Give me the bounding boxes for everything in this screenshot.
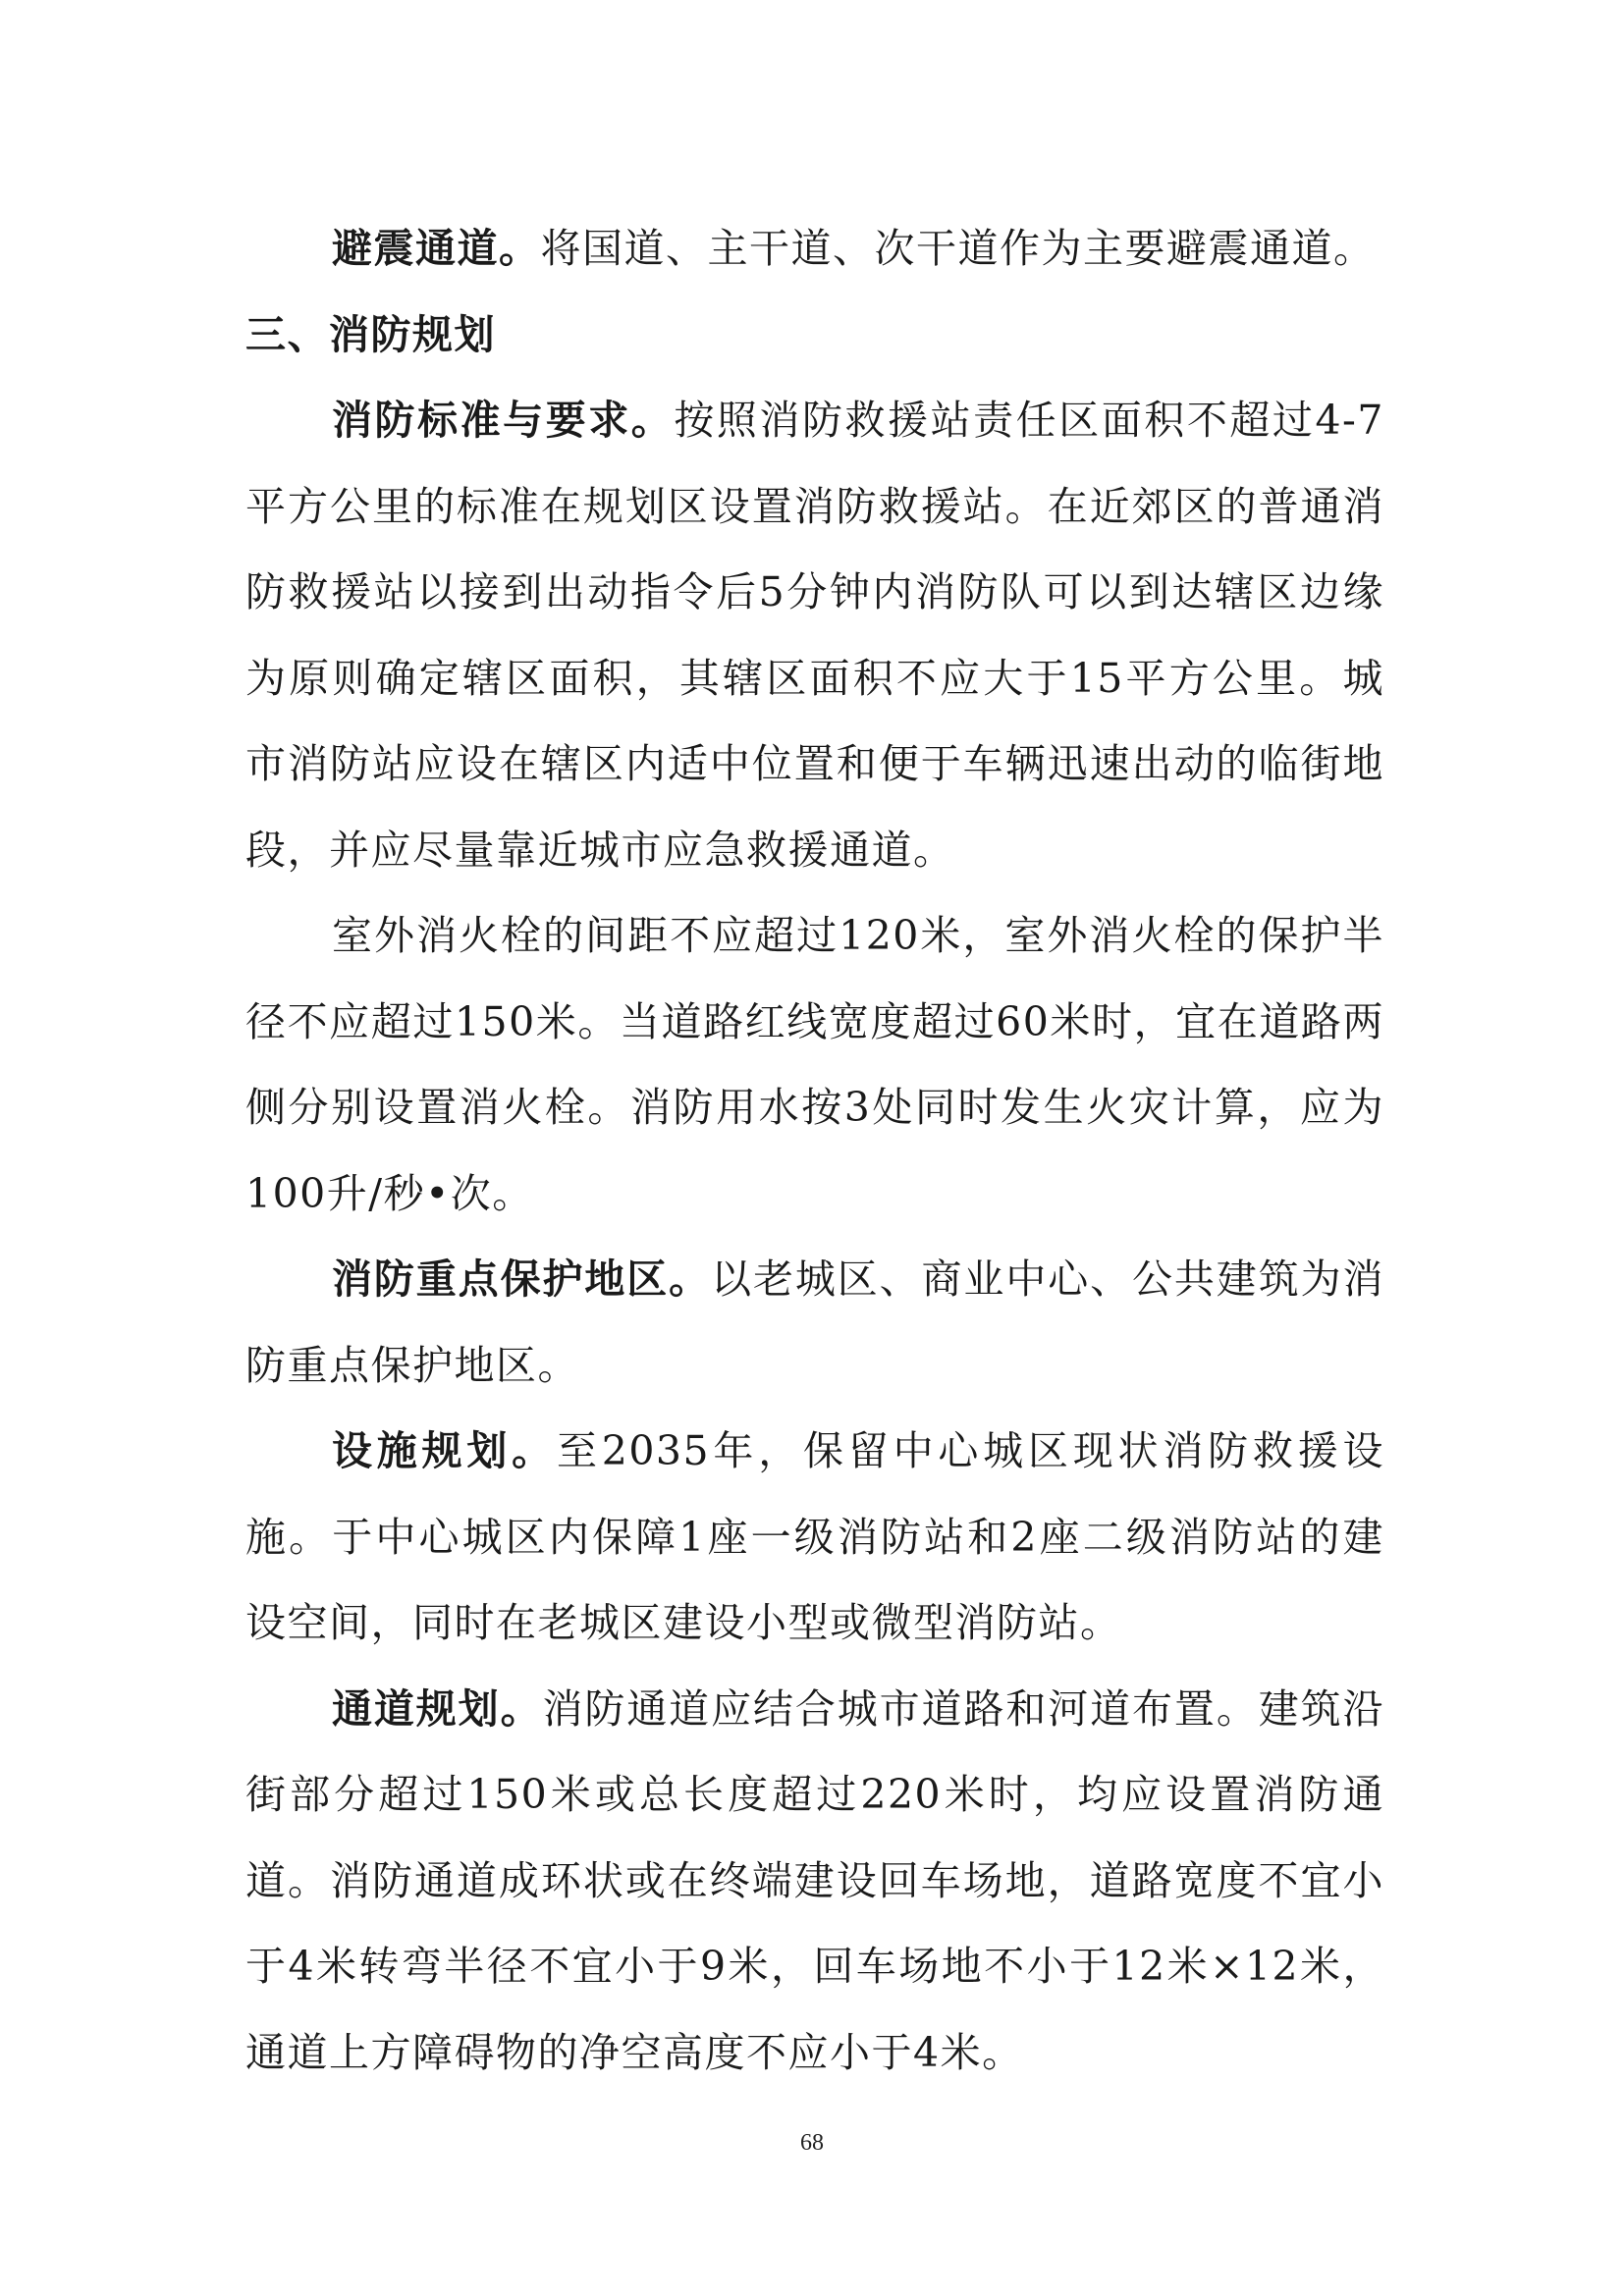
document-body <box>245 206 1384 2096</box>
paragraph-text: 以老城区、商业中心、公共建筑为消防重点保护地区。 <box>245 1255 1384 1389</box>
paragraph-access-route-planning <box>245 1667 1384 2097</box>
paragraph-lead: 消防标准与要求。 <box>332 397 675 444</box>
paragraph-text: 按照消防救援站责任区面积不超过4-7平方公里的标准在规划区设置消防救援站。在近郊区的普通消防救援站以接到出动指令后5分钟内消防队可以到达辖区边缘为原则确定辖区面积，其辖区面积不应大于15平方公里。城市消防站应设在辖区内适中位置和便于车辆迅速出动的临街地段，并应尽量靠近城市应急救援通道。 <box>245 397 1384 874</box>
paragraph-text: 将国道、主干道、次干道作为主要避震通道。 <box>540 225 1376 272</box>
paragraph-fire-standards <box>245 378 1384 893</box>
paragraph-key-protection-areas <box>245 1237 1384 1409</box>
paragraph-lead: 设施规划。 <box>332 1427 557 1474</box>
paragraph-facility-planning <box>245 1409 1384 1667</box>
paragraph-text: 室外消火栓的间距不应超过120米，室外消火栓的保护半径不应超过150米。当道路红线宽度超过60米时，宜在道路两侧分别设置消火栓。消防用水按3处同时发生火灾计算，应为100升/秒•次。 <box>245 912 1384 1217</box>
paragraph-hydrants <box>245 893 1384 1237</box>
section-heading: 三、消防规划 <box>245 310 496 358</box>
paragraph-lead: 通道规划。 <box>332 1684 543 1733</box>
paragraph-text: 消防通道应结合城市道路和河道布置。建筑沿街部分超过150米或总长度超过220米时，均应设置消防通道。消防通道成环状或在终端建设回车场地，道路宽度不宜小于4米转弯半径不宜小于9米，回车场地不小于12米×12米，通道上方障碍物的净空高度不应小于4米。 <box>245 1684 1385 2076</box>
paragraph-lead: 消防重点保护地区。 <box>332 1255 712 1303</box>
page-number: 68 <box>800 2130 824 2156</box>
paragraph-evacuation-route <box>245 206 1384 293</box>
paragraph-text: 至2035年，保留中心城区现状消防救援设施。于中心城区内保障1座一级消防站和2座二级消防站的建设空间，同时在老城区建设小型或微型消防站。 <box>245 1427 1384 1646</box>
paragraph-lead: 避震通道。 <box>332 225 541 272</box>
